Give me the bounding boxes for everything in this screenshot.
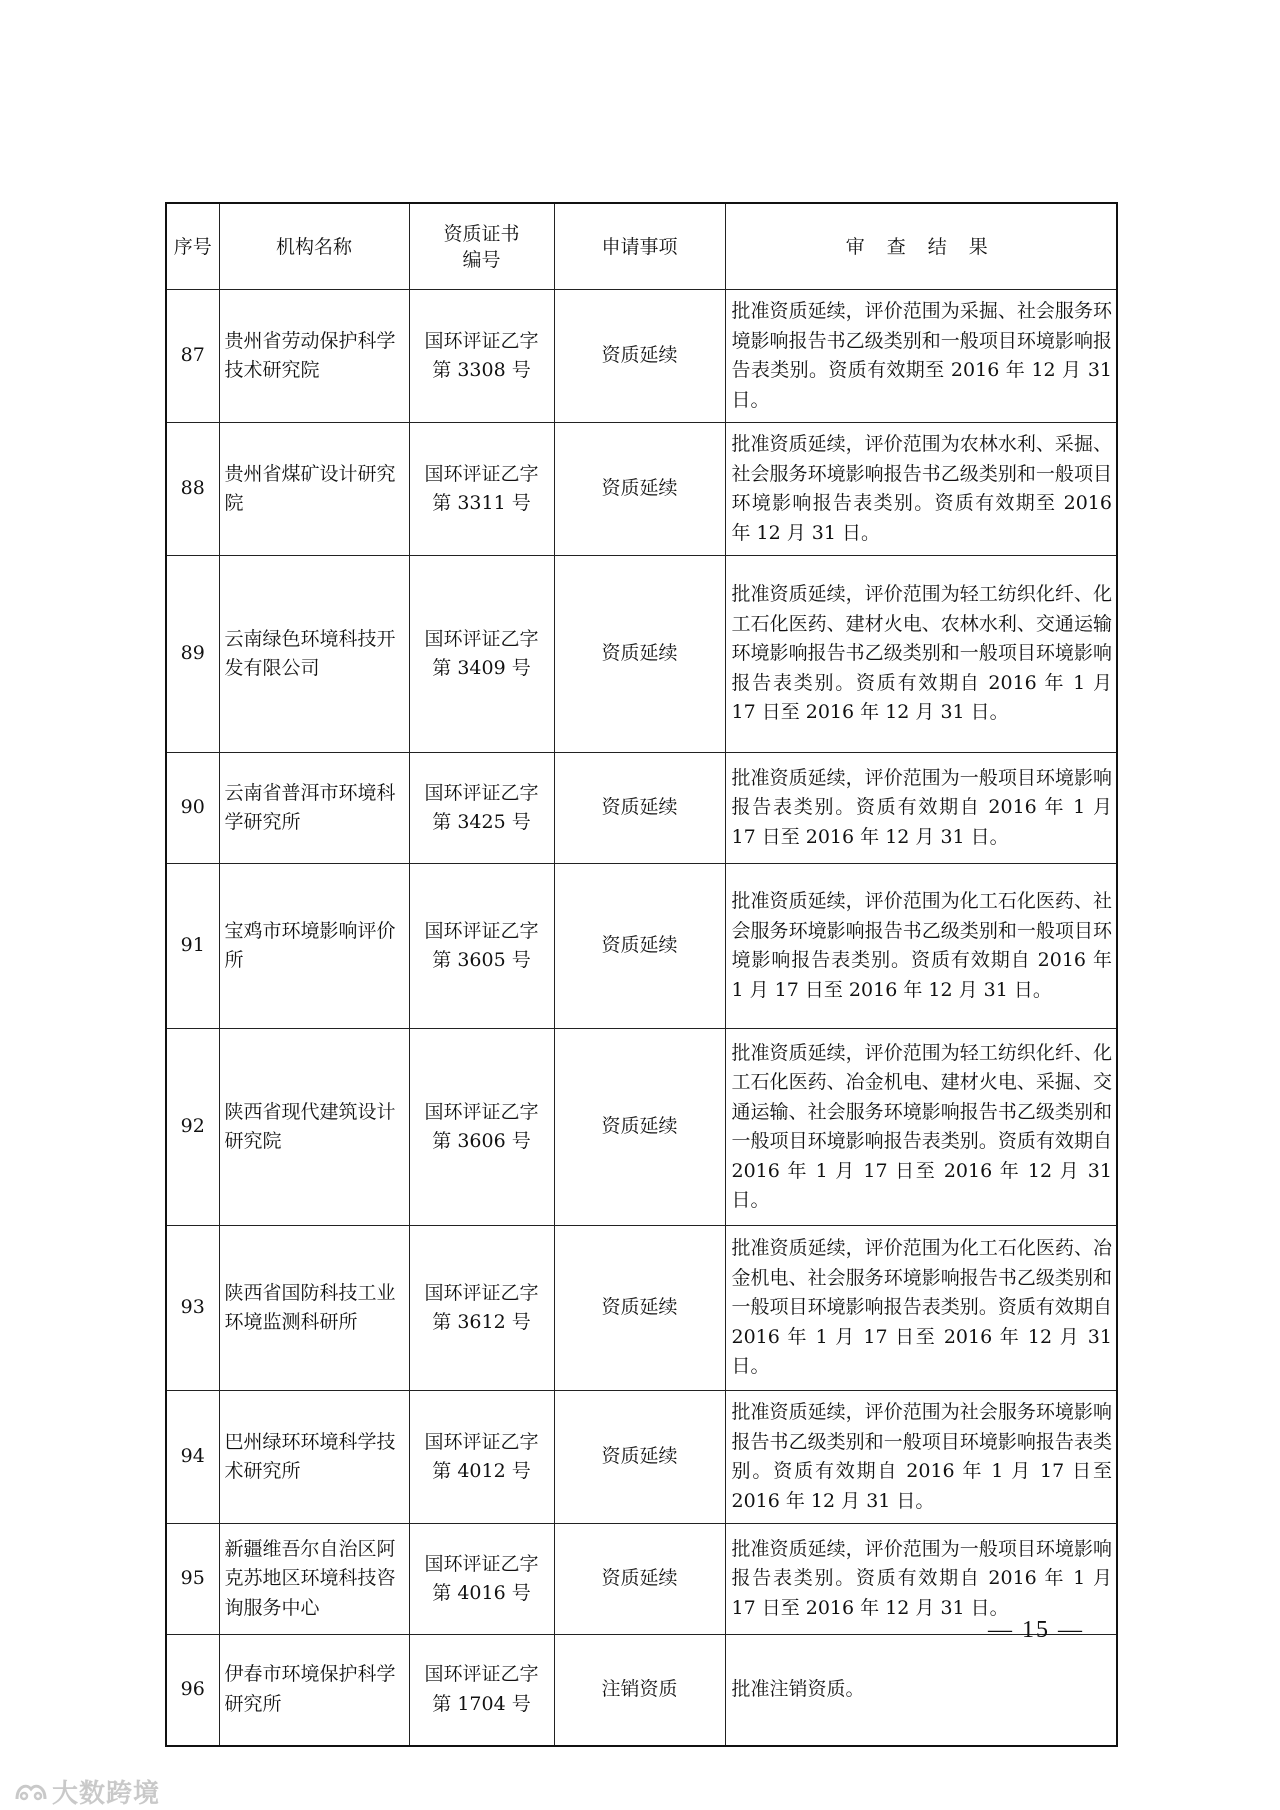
cell-result: 批准资质延续，评价范围为轻工纺织化纤、化工石化医药、冶金机电、建材火电、采掘、交通运输、社会服务环境影响报告书乙级类别和一般项目环境影响报告表类别。资质有效期自 2016 年 1 月 17 日至 2016 年 12 月 31 日。 <box>725 1029 1117 1226</box>
cell-org: 陕西省现代建筑设计研究院 <box>219 1029 409 1226</box>
cell-cert-line2: 第 3308 号 <box>432 359 531 381</box>
table-row <box>166 1524 1117 1635</box>
cell-cert-line1: 国环评证乙字 <box>424 919 539 942</box>
cell-item: 资质延续 <box>554 1226 725 1391</box>
table-row <box>166 556 1117 753</box>
table-row <box>166 1391 1117 1524</box>
page-number: — 15 — <box>988 1617 1084 1643</box>
cell-seq: 89 <box>166 556 219 753</box>
cell-cert <box>409 423 554 556</box>
cell-result: 批准资质延续，评价范围为社会服务环境影响报告书乙级类别和一般项目环境影响报告表类别。资质有效期自 2016 年 1 月 17 日至 2016 年 12 月 31 日。 <box>725 1391 1117 1524</box>
header-cert-line1: 资质证书 <box>443 222 520 245</box>
cell-cert-line1: 国环评证乙字 <box>424 1663 539 1686</box>
cell-result: 批准资质延续，评价范围为化工石化医药、冶金机电、社会服务环境影响报告书乙级类别和一般项目环境影响报告表类别。资质有效期自 2016 年 1 月 17 日至 2016 年 12 月 31 日。 <box>725 1226 1117 1391</box>
cell-result: 批准资质延续，评价范围为轻工纺织化纤、化工石化医药、建材火电、农林水利、交通运输环境影响报告书乙级类别和一般项目环境影响报告表类别。资质有效期自 2016 年 1 月 17 日至 2016 年 12 月 31 日。 <box>725 556 1117 753</box>
cell-seq: 94 <box>166 1391 219 1524</box>
cell-item: 资质延续 <box>554 1029 725 1226</box>
cell-seq: 87 <box>166 290 219 423</box>
cell-item: 资质延续 <box>554 556 725 753</box>
cell-cert <box>409 290 554 423</box>
table-row <box>166 1029 1117 1226</box>
cell-cert-line2: 第 4016 号 <box>432 1582 531 1604</box>
cell-cert <box>409 1391 554 1524</box>
cell-org: 巴州绿环环境科学技术研究所 <box>219 1391 409 1524</box>
approval-table <box>165 202 1118 1747</box>
cell-cert <box>409 556 554 753</box>
watermark <box>14 1773 160 1810</box>
table-row <box>166 864 1117 1029</box>
cell-seq: 92 <box>166 1029 219 1226</box>
cell-result: 批准资质延续，评价范围为化工石化医药、社会服务环境影响报告书乙级类别和一般项目环境影响报告表类别。资质有效期自 2016 年 1 月 17 日至 2016 年 12 月 31 日。 <box>725 864 1117 1029</box>
cell-cert-line1: 国环评证乙字 <box>424 627 539 650</box>
cell-cert-line1: 国环评证乙字 <box>424 1100 539 1123</box>
approval-table-container <box>165 202 1118 1747</box>
cell-seq: 88 <box>166 423 219 556</box>
cell-org: 云南绿色环境科技开发有限公司 <box>219 556 409 753</box>
header-cert-line2: 编号 <box>462 248 501 271</box>
header-result: 审 查 结 果 <box>725 203 1117 290</box>
cell-org: 陕西省国防科技工业环境监测科研所 <box>219 1226 409 1391</box>
cell-cert-line1: 国环评证乙字 <box>424 1552 539 1575</box>
cell-org: 伊春市环境保护科学研究所 <box>219 1635 409 1746</box>
cell-result: 批准资质延续，评价范围为一般项目环境影响报告表类别。资质有效期自 2016 年 1 月 17 日至 2016 年 12 月 31 日。 <box>725 1524 1117 1635</box>
watermark-text: 大数跨境 <box>52 1779 161 1809</box>
cell-seq: 96 <box>166 1635 219 1746</box>
cell-seq: 95 <box>166 1524 219 1635</box>
cell-cert-line1: 国环评证乙字 <box>424 329 539 352</box>
cell-item: 资质延续 <box>554 423 725 556</box>
cell-cert-line1: 国环评证乙字 <box>424 1430 539 1453</box>
cell-item: 注销资质 <box>554 1635 725 1746</box>
header-org: 机构名称 <box>219 203 409 290</box>
cell-cert-line1: 国环评证乙字 <box>424 462 539 485</box>
table-row <box>166 290 1117 423</box>
cell-org: 新疆维吾尔自治区阿克苏地区环境科技咨询服务中心 <box>219 1524 409 1635</box>
cell-seq: 93 <box>166 1226 219 1391</box>
cell-cert-line2: 第 3311 号 <box>432 492 531 514</box>
cell-result: 批准注销资质。 <box>725 1635 1117 1746</box>
table-row <box>166 1226 1117 1391</box>
cell-cert-line2: 第 3409 号 <box>432 657 531 679</box>
cell-item: 资质延续 <box>554 1524 725 1635</box>
cell-cert <box>409 1029 554 1226</box>
cell-result: 批准资质延续，评价范围为采掘、社会服务环境影响报告书乙级类别和一般项目环境影响报告表类别。资质有效期至 2016 年 12 月 31 日。 <box>725 290 1117 423</box>
table-row <box>166 423 1117 556</box>
cell-org: 云南省普洱市环境科学研究所 <box>219 753 409 864</box>
cell-org: 贵州省劳动保护科学技术研究院 <box>219 290 409 423</box>
cell-cert-line2: 第 4012 号 <box>432 1460 531 1482</box>
cell-cert <box>409 1524 554 1635</box>
cell-cert-line2: 第 3425 号 <box>432 811 531 833</box>
cell-cert-line1: 国环评证乙字 <box>424 1281 539 1304</box>
cell-cert-line2: 第 3605 号 <box>432 949 531 971</box>
cell-org: 宝鸡市环境影响评价所 <box>219 864 409 1029</box>
table-row <box>166 753 1117 864</box>
cell-cert <box>409 753 554 864</box>
cell-cert-line1: 国环评证乙字 <box>424 781 539 804</box>
cell-item: 资质延续 <box>554 290 725 423</box>
table-header-row <box>166 203 1117 290</box>
cell-result: 批准资质延续，评价范围为农林水利、采掘、社会服务环境影响报告书乙级类别和一般项目环境影响报告表类别。资质有效期至 2016 年 12 月 31 日。 <box>725 423 1117 556</box>
cell-cert <box>409 1635 554 1746</box>
table-body <box>166 290 1117 1746</box>
header-seq: 序号 <box>166 203 219 290</box>
cell-seq: 91 <box>166 864 219 1029</box>
cell-result: 批准资质延续，评价范围为一般项目环境影响报告表类别。资质有效期自 2016 年 1 月 17 日至 2016 年 12 月 31 日。 <box>725 753 1117 864</box>
cell-cert <box>409 1226 554 1391</box>
cell-seq: 90 <box>166 753 219 864</box>
header-cert <box>409 203 554 290</box>
cell-cert <box>409 864 554 1029</box>
cell-org: 贵州省煤矿设计研究院 <box>219 423 409 556</box>
cell-item: 资质延续 <box>554 753 725 864</box>
cell-item: 资质延续 <box>554 1391 725 1524</box>
dashuju-logo-icon <box>14 1779 48 1805</box>
header-item: 申请事项 <box>554 203 725 290</box>
cell-cert-line2: 第 3606 号 <box>432 1130 531 1152</box>
table-row <box>166 1635 1117 1746</box>
cell-item: 资质延续 <box>554 864 725 1029</box>
cell-cert-line2: 第 3612 号 <box>432 1311 531 1333</box>
cell-cert-line2: 第 1704 号 <box>432 1692 531 1715</box>
